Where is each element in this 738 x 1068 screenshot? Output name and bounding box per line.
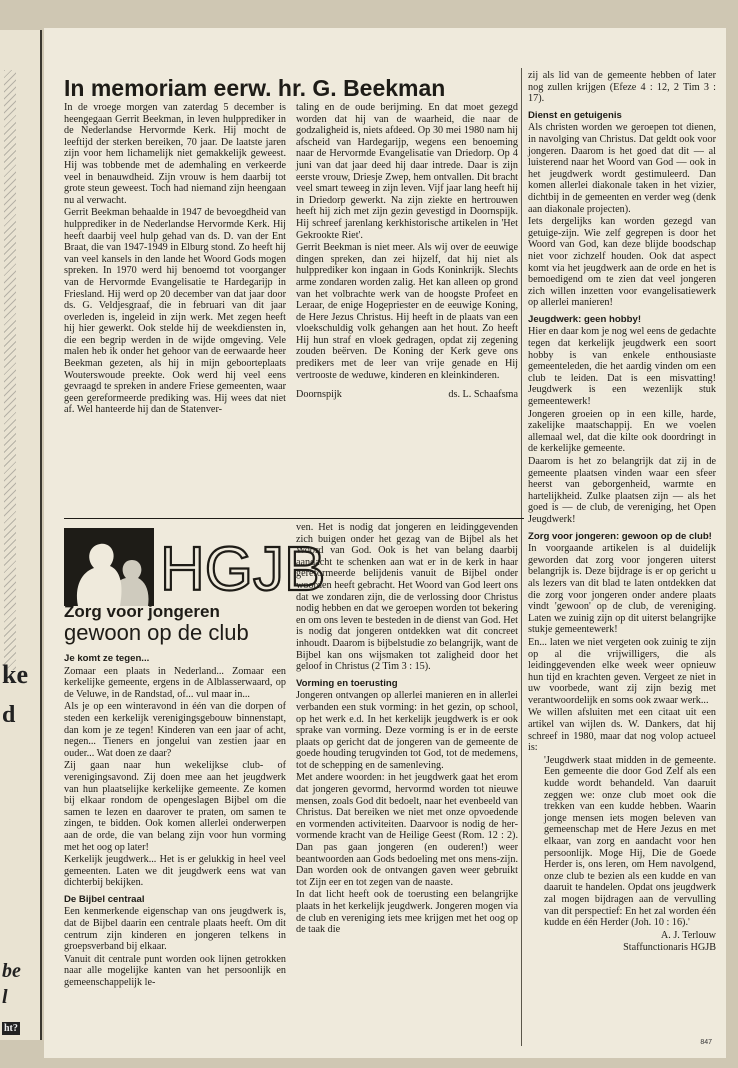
paragraph: taling en de oude berijming. En dat moet gezegd worden dat hij van de waarheid, die naar de godzaligheid is, niets afdeed. Op 30 mei 1980 nam hij afscheid van Hardegarijp, wegens een benoeming naar de Hervormde Evangelisatie van Driedorp. Op 4 juni van dat jaar deed hij daar intrede. Daar is zijn eerste vrouw, Driesje Zwep, hem ontvallen. Dit bracht veel smart teweeg in zijn leven. Vijf jaar lang heeft hij in Driedorp gewerkt. Na zijn ziekte en hertrouwen heeft hij zich met zijn gezin gevestigd in Doornspijk. Hij schreef jarenlang kerkhistorische artikelen in 'Het Gekrookte Riet'. [296, 102, 518, 241]
paragraph: Gerrit Beekman is niet meer. Als wij over de eeuwige dingen spreken, dan zei hijzelf, dat hij niet als hulpprediker kon ingaan in Gods Koninkrijk. Slechts arme zondaren worden zalig. Het kan alleen op grond van het volbrachte werk van de hoogste Profeet en Leraar, de enige Hogepriester en de eeuwige Koning, de Here Jezus Christus. Hij heeft in de plaats van een vloekschuldig volk gehangen aan het hout. Zo heeft Hij hun straf en vloek gedragen, opdat zij zegening zouden beërven. De Koning der Kerk geve ons predikers met de leer van vrije genade en Hij vertrooste de weduwe, kinderen en kleinkinderen. [296, 242, 518, 381]
prev-page-text: ht? [4, 1023, 18, 1034]
paragraph: Zij gaan naar hun wekelijkse club- of verenigingsavond. Zij doen mee aan het jeugdwerk van hun plaatselijke kerkelijke gemeente. Ze komen bij elkaar rondom de opengeslagen Bijbel om die samen te lezen en daarover te praten, om samen te zingen, te bidden. Ook komen allerlei onderwerpen aan de orde, die van belang zijn voor hun vorming met het oog op later! [64, 760, 286, 853]
article2-kicker: Zorg voor jongeren [64, 602, 220, 621]
paragraph: Als je op een winteravond in één van die dorpen of steden een kerkelijk verenigingsgebouw binnenstapt, dan kom je ze tegen! Kinderen van een jaar of acht, negen... Tieners en jongelui van zestien jaar en ouder... Wat doen ze daar? [64, 701, 286, 759]
paragraph: Als christen worden we geroepen tot dienen, in navolging van Christus. Dat geldt ook voor jongeren. Daarom is het goed dat dit — al luisterend naar het Woord van God — ook in het jeugdwerk wordt gestimuleerd. Dan komen allerlei diakonale taken in het vizier, dichtbij in de gemeenten en verder weg (denk aan diakonale projecten). [528, 122, 716, 215]
paragraph: In dat licht heeft ook de toerusting een belangrijke plaats in het kerkelijk jeugdwerk. Jongeren mogen via de club en vereniging iets mee krijgen met het oog op de taak die [296, 889, 518, 936]
signature-line [296, 389, 518, 401]
article1-column-2 [296, 102, 518, 402]
paragraph: Vanuit dit centrale punt worden ook lijnen getrokken naar alle mogelijke kanten van het persoonlijk en gemeenschappelijk le- [64, 953, 286, 989]
prev-page-text: ke [2, 660, 28, 689]
article-separator [64, 518, 524, 519]
article2-column-1 [64, 648, 286, 990]
byline: Staffunctionaris HGJB [623, 942, 716, 954]
previous-page-edge [0, 30, 42, 1040]
paragraph: Een kenmerkende eigenschap van ons jeugdwerk is, dat de Bijbel daarin een centrale plaats heeft. Om dit centrum zijn kinderen en jongeren telkens in groepsverband bij elkaar. [64, 906, 286, 953]
paragraph: Hier en daar kom je nog wel eens de gedachte tegen dat kerkelijk jeugdwerk een soort hobby is van enkele enthousiaste gemeenteleden, die het aardig vinden om een club te leiden. Dat is een misvatting! Jeugdwerk is een wezenlijk stuk gemeentewerk! [528, 326, 716, 408]
decorative-border [4, 70, 16, 670]
paragraph: En... laten we niet vergeten ook zuinig te zijn op al die vrijwilligers, die als leidinggevenden elke week weer opnieuw hun tijd en krachten geven. Vergeet ze niet in uw voorbede, want zij zijn bezig met verantwoordelijk en soms ook zwaar werk... [528, 636, 716, 706]
paragraph: Jongeren ontvangen op allerlei manieren en in allerlei verbanden een stuk vorming: in het gezin, op school, op het werk e.d. In het kerkelijk jeugdwerk is er ook sprake van vorming. Deze vorming is er in de eerste plaats op gericht dat de jongeren van de gemeente de goede houding terugvinden tot God, tot de medemens, tot de schepping en de samenleving. [296, 690, 518, 771]
signature-place: Doornspijk [296, 389, 342, 401]
magazine-page [44, 28, 726, 1058]
hgjb-logo [64, 528, 326, 606]
paragraph: We willen afsluiten met een citaat uit een artikel van wijlen ds. W. Dankers, dat hij schreef in 1980, maar dat nog volop actueel is: [528, 707, 716, 754]
paragraph: In voorgaande artikelen is al duidelijk geworden dat zorg voor jongeren uiterst belangrijk is. Deze bijdrage is er op gericht u als lezers van dit blad te laten ontdekken dat die zorg voor jongeren onder andere plaats vindt 'gewoon' op de club, de vereniging. Laten we zuinig zijn op dit uiterst belangrijke stukje gemeentewerk! [528, 543, 716, 636]
hgjb-logo-graphic [64, 528, 326, 606]
paragraph: Daarom is het zo belangrijk dat zij in de gemeente plaatsen vinden waar een sfeer heerst van geborgenheid, warmte en hartelijkheid. Zulke plaatsen zijn — als het goed is — de club, de vereniging, het Open Jeugdwerk! [528, 456, 716, 525]
paragraph: Iets dergelijks kan worden gezegd van getuige-zijn. Wie zelf gegrepen is door het Woord van God, kan deze blijde boodschap niet voor zichzelf houden. Ook dat aspect komt via het jeugdwerk aan de orde en het is bemoedigend om te zien dat veel jongeren zich willen inzetten voor evangelisatiewerk op allerlei manieren! [528, 216, 716, 309]
prev-page-text: d [2, 702, 16, 728]
paragraph: Zomaar een plaats in Nederland... Zomaar een kerkelijke gemeente, ergens in de Alblasserwaard, op de Veluwe, in de Randstad, of... vul maar in... [64, 665, 286, 700]
paragraph: In de vroege morgen van zaterdag 5 december is heengegaan Gerrit Beekman, in leven hulpprediker in de Nederlandse Hervormde Kerk. Hij mocht de leeftijd der sterken bereiken, 70 jaar. De laatste jaren zijn voor hem lichamelijk niet gemakkelijk geweest. Hij was tobbende met de ademhaling en verkeerde veel in benauwdheid. Zijn vrouw is hem daarbij tot grote steun geweest. Toch had niemand zijn heengaan nu al verwacht. [64, 102, 286, 206]
section-heading: Zorg voor jongeren: gewoon op de club! [528, 530, 712, 542]
section-heading: Dienst en getuigenis [528, 109, 622, 121]
paragraph: ven. Het is nodig dat jongeren en leidinggevenden zich buigen onder het gezag van de Bijbel als het Woord van God. Ook is het van belang daarbij aandacht te schenken aan wat er in de kerk in haar gereformeerde belijdenis vanuit de Bijbel onder woorden heeft gebracht. Het Woord van God leert ons dat we zondaren zijn, die de verlossing door Christus nodig hebben en dat we geroepen worden tot bekering en om ons leven te besteden in de dienst van God. Het is nodig dat jongeren ontdekken wat dit concreet inhoudt. Daarom is bijbelstudie zo belangrijk, want de Bijbel kan ons wijsmaken tot zaligheid door het geloof in Christus (2 Tim 3 : 15). [296, 522, 518, 673]
byline: A. J. Terlouw [660, 929, 716, 941]
page-number: 847 [700, 1039, 712, 1046]
section-heading: De Bijbel centraal [64, 893, 145, 905]
section-heading: Vorming en toerusting [296, 677, 398, 689]
section-heading: Je komt ze tegen... [64, 653, 150, 664]
article2-column-2 [296, 522, 518, 937]
column-divider [521, 68, 522, 1046]
right-column [528, 70, 716, 955]
prev-page-text: be [2, 960, 21, 982]
paragraph: Kerkelijk jeugdwerk... Het is er gelukkig in heel veel gemeenten. Laten we dit jeugdwerk eens wat van dichterbij bekijken. [64, 854, 286, 889]
paragraph: Gerrit Beekman behaalde in 1947 de bevoegdheid van hulpprediker in de Nederlandse Hervormde Kerk. Hij heeft daarbij veel hulp gehad van ds. D. van der Ent Braat, die van 1947-1949 in Elburg stond. Zo heeft hij van veel kansels in den lande het Woord Gods mogen spreken. In 1970 werd hij benoemd tot voorganger van de Hervormde Evangelisatie te Hardegarijp in Friesland. Hij werd op 20 december van dat jaar door ds. G. Veldjesgraaf, die in februari van dit jaar overleden is, ingeleid in zijn werk. Met zegen heeft hij hier gewerkt. Ook stelde hij de weekdiensten in, die een begrip werden in de wijde omgeving. Vele malen heb ik onder het gehoor van de eerwaarde heer Beekman gezeten, als hij in mijn geboorteplaats Wouterswoude preekte. Ook werd hij veel eens gevraagd te spreken in andere Friese gemeenten, waar geen gereformeerde prediking was. Hij wees dat niet af. Wel hanteerde hij dan de Statenver- [64, 207, 286, 416]
logo-wordmark: HGJB [160, 535, 326, 604]
article2-headline: gewoon op de club [64, 620, 249, 645]
signature-author: ds. L. Schaafsma [448, 389, 518, 401]
article1-column-1 [64, 102, 286, 417]
article-title: In memoriam eerw. hr. G. Beekman [64, 75, 446, 101]
paragraph: Jongeren groeien op in een kille, harde, zakelijke maatschappij. En we voelen allemaal wel, dat die kilte ook doordringt in de kerkelijke gemeente. [528, 408, 716, 455]
paragraph: Met andere woorden: in het jeugdwerk gaat het erom dat jongeren gevormd, hervormd worden tot nieuwe mensen, zoals God dit bedoelt, naar het evenbeeld van Christus. Dat bereiken we niet met onze opvoedende en vormenden activiteiten. Daarvoor is nodig de her-vormende kracht van de Heilige Geest (Rom. 12 : 2). Dan pas gaan jongeren (en ouderen!) weer beantwoorden aan Gods bedoeling met ons mens-zijn. Dan worden ook de ontvangen gaven weer gebruikt tot Zijn eer en tot zegen van de naaste. [296, 772, 518, 888]
section-heading: Jeugdwerk: geen hobby! [528, 313, 642, 325]
prev-page-text: l [2, 986, 8, 1008]
paragraph: zij als lid van de gemeente hebben of later nog zullen krijgen (Efeze 4 : 12, 2 Tim 3 : 17). [528, 70, 716, 105]
quotation: 'Jeugdwerk staat midden in de gemeente. Een gemeente die door God Zelf als een kudde wordt behandeld. Van daaruit zeggen we: onze club moet ook die trekken van een kudde hebben. Waarin jonge mensen iets mogen beleven van gemeenschap met de Here Jezus en met elkaar, van zorg en aandacht voor hen persoonlijk. Moge Hij, Die de Goede Herder is, ons leren, om Hem navolgend, onze club te bezien als een kudde en van daaruit te handelen. Opdat ons jeugdwerk zal mogen bijdragen aan de vervulling van dit perspectief: En het zal worden één kudde en één Herder (Joh. 10 : 16).' [544, 754, 716, 929]
